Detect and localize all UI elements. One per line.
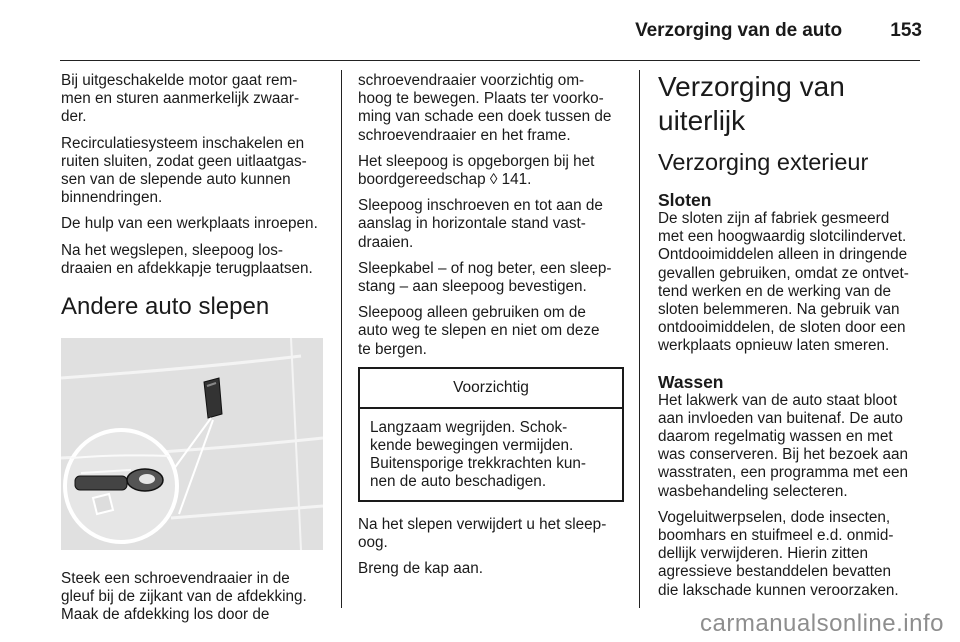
paragraph: Sleepoog inschroeven en tot aan de aanslag in horizontale stand vast- draaien. [358,197,603,251]
header-rule [60,60,920,61]
paragraph: Het sleepoog is opgeborgen bij het boordgereedschap ◊ 141. [358,152,595,189]
column-1 [61,72,329,633]
column-divider-1 [341,70,342,608]
section-washing [658,372,926,501]
watermark: carmanualsonline.info [700,610,944,637]
paragraph: Na het slepen verwijdert u het sleep- oog. [358,515,607,551]
main-heading: Verzorging van uiterlijk [658,71,845,136]
section-locks [658,190,926,356]
caution-body [360,409,622,500]
paragraph: schroevendraaier voorzichtig om- hoog te bewegen. Plaats ter voorko- ming van schade een doek tussen de schroevendraaier en het frame. [358,72,612,144]
paragraph: Na het wegslepen, sleepoog los- draaien en afdekkapje terugplaatsen. [61,241,313,277]
caution-box [358,367,624,502]
page-header [0,0,960,62]
tow-eye-illustration [61,338,323,550]
caution-title: Voorzichtig [360,369,622,409]
section-title: Sloten [658,190,712,210]
page-number: 153 [890,20,922,41]
paragraph: Steek een schroevendraaier in de gleuf bij de zijkant van de afdekking. Maak de afdekking los door de [61,570,307,624]
paragraph: Bij uitgeschakelde motor gaat rem- men en sturen aanmerkelijk zwaar- der. [61,72,300,126]
chapter-title: Verzorging van de auto [635,20,842,41]
paragraph: Breng de kap aan. [358,560,484,578]
paragraph: De sloten zijn af fabriek gesmeerd met een hoogwaardig slotcilindervet. Ontdooimiddelen alleen in dringende gevallen gebruiken, omdat ze ontvet- tend werken en de werking van de sloten belemmeren. Na gebruik van ontdooimiddelen, de sloten door een werkplaats opnieuw laten smeren. [658,210,909,355]
column-divider-2 [639,70,640,608]
section-heading: Andere auto slepen [61,293,270,321]
paragraph: Sleepoog alleen gebruiken om de auto weg te slepen en niet om deze te bergen. [358,304,600,358]
paragraph: Recirculatiesysteem inschakelen en ruiten sluiten, zodat geen uitlaatgas- sen van de slepende auto kunnen binnendringen. [61,134,307,207]
paragraph: Vogeluitwerpselen, dode insecten, boomhars en stuifmeel e.d. onmid- dellijk verwijderen. Hierin zitten agressieve bestanddelen bevatten die lakschade kunnen veroorzaken. [658,508,899,599]
caution-text: Langzaam wegrijden. Schok- kende bewegingen vermijden. Buitensporige trekkrachten kun- nen de auto beschadigen. [370,418,586,491]
section-title: Wassen [658,371,724,392]
column-3 [658,70,926,608]
sub-heading: Verzorging exterieur [658,149,869,175]
paragraph: Sleepkabel – of nog beter, een sleep- stang – aan sleepoog bevestigen. [358,259,612,296]
paragraph: Het lakwerk van de auto staat bloot aan invloeden van buitenaf. De auto daarom regelmatig wassen en met was conserveren. Bij het bezoek aan wasstraten, een programma met een wasbehandeling selecteren. [658,391,908,500]
column-2 [358,72,628,586]
paragraph: De hulp van een werkplaats inroepen. [61,215,318,233]
